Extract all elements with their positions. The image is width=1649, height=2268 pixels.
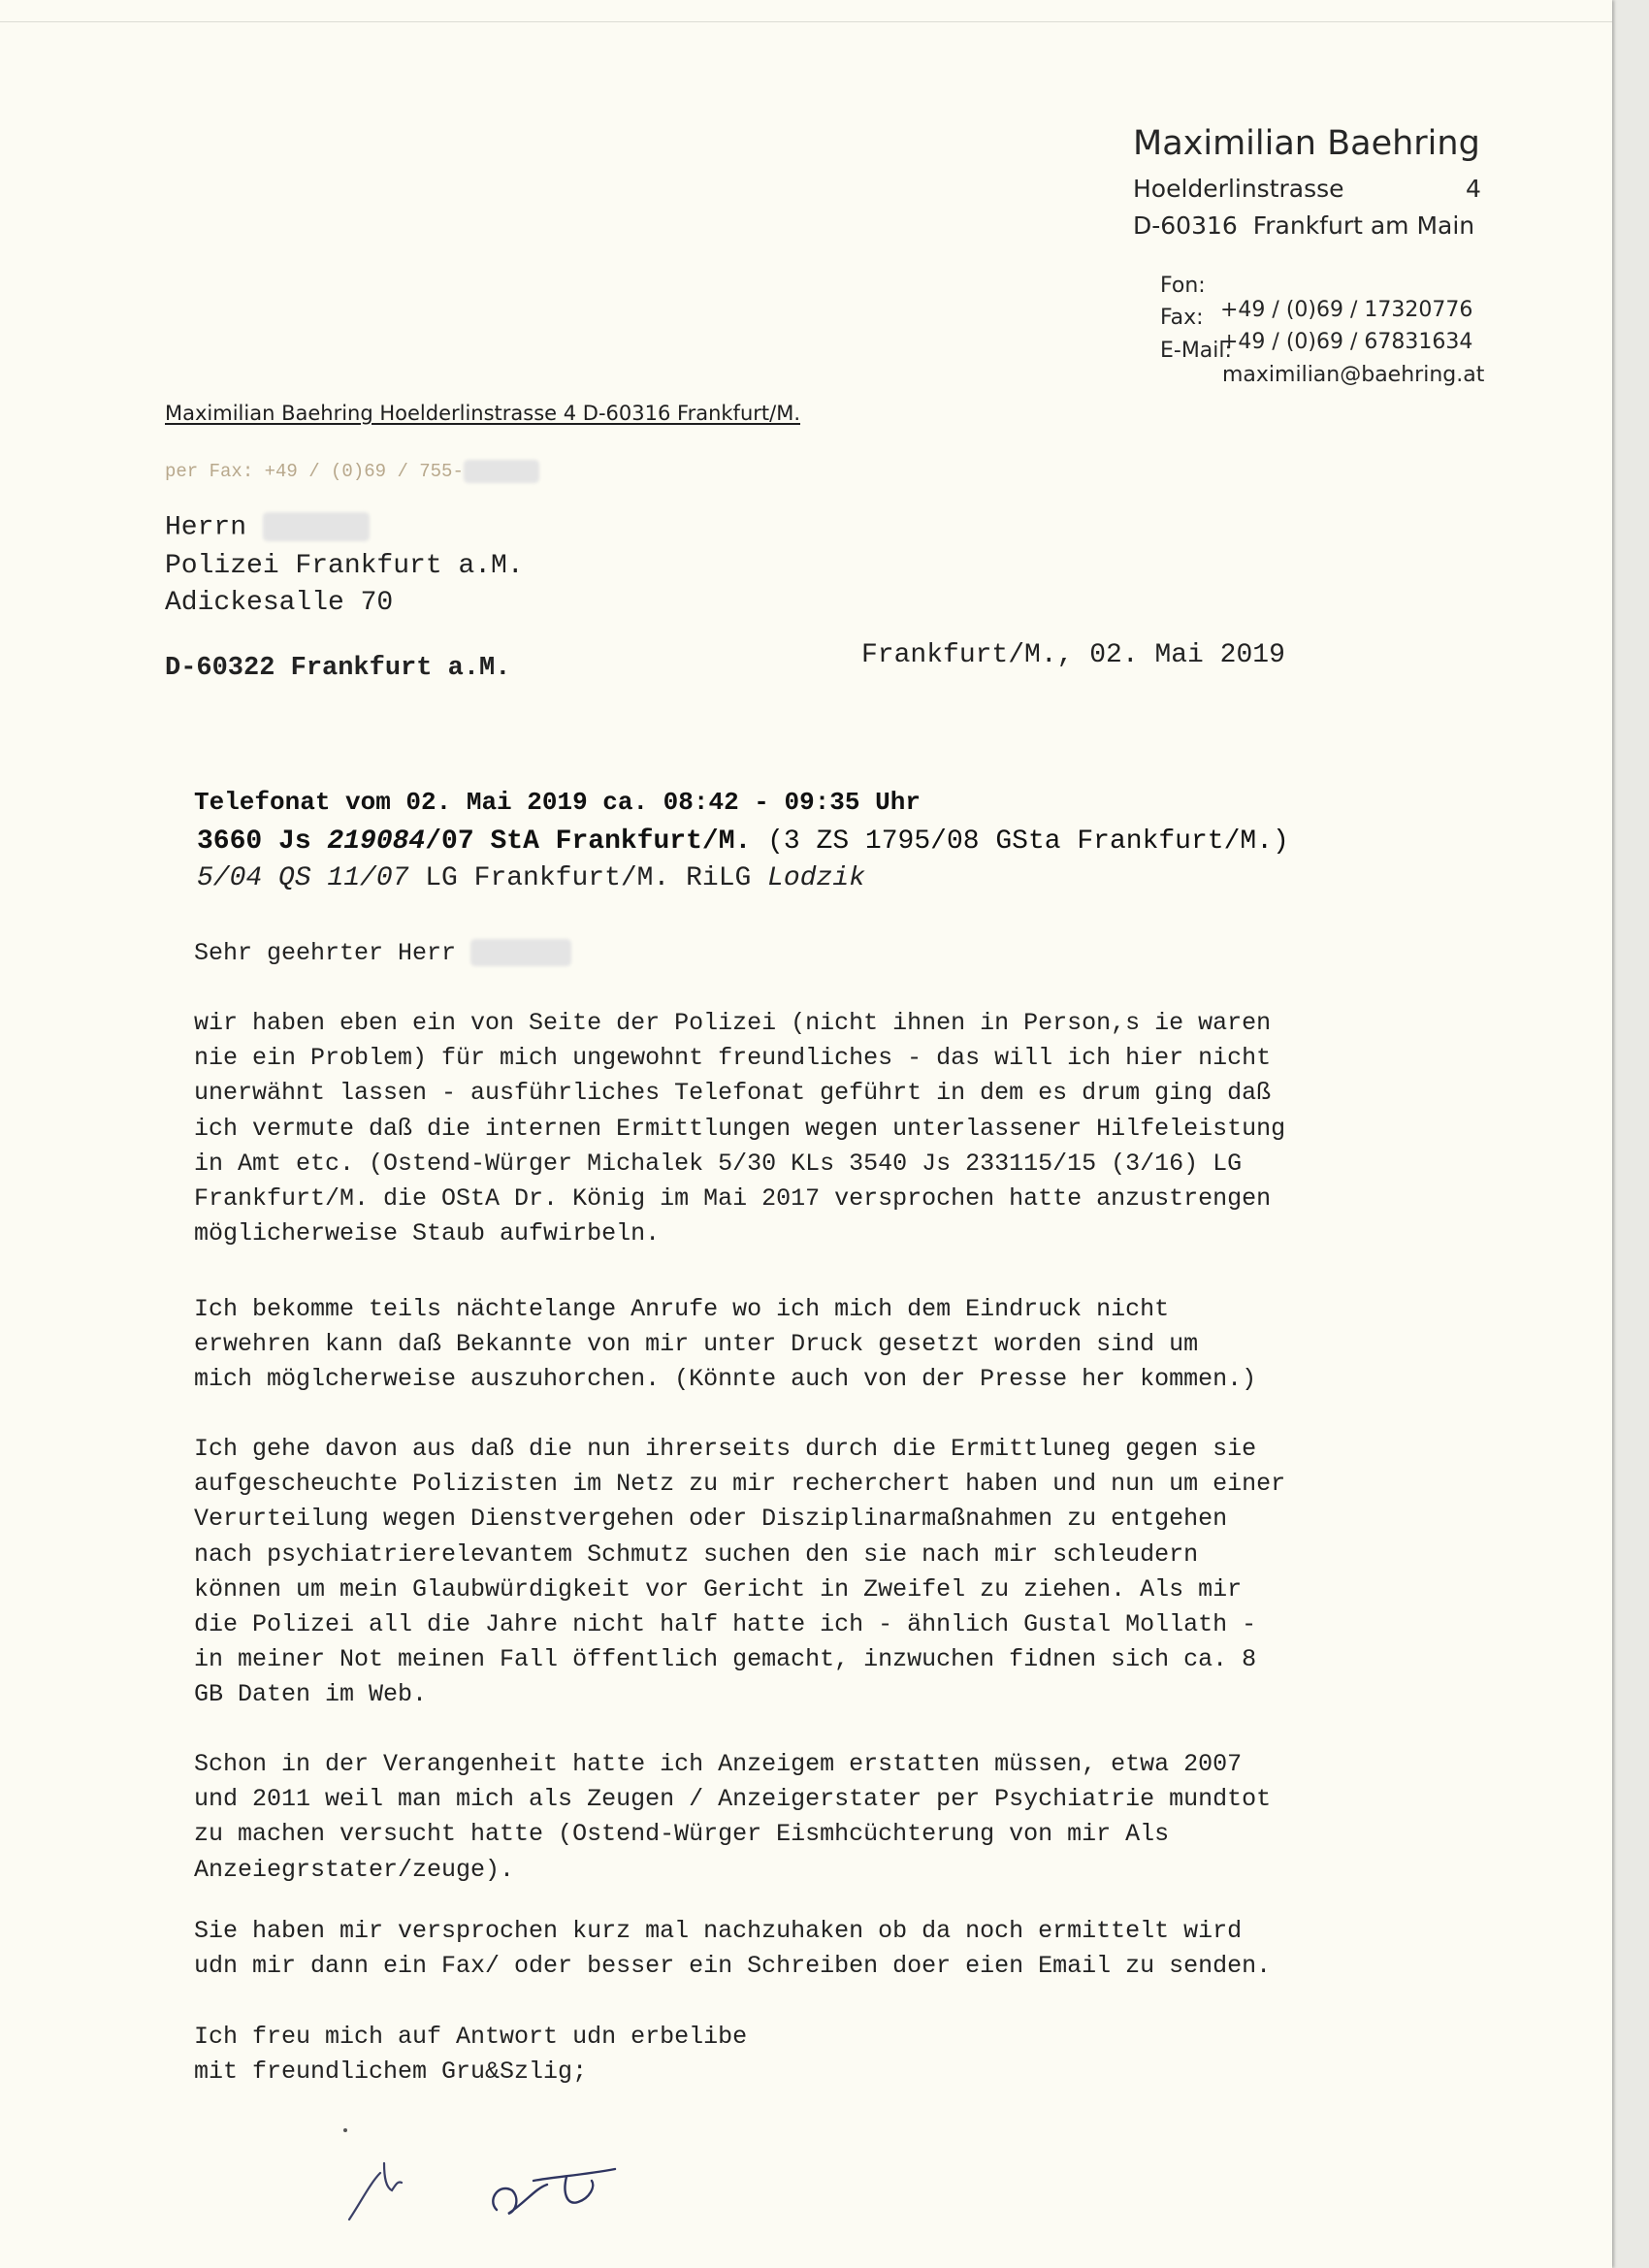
paragraph-line: Frankfurt/M. die OStA Dr. König im Mai 2017 versprochen hatte anzustrengen xyxy=(194,1184,1272,1214)
paragraph-line: Sie haben mir versprochen kurz mal nachzuhaken ob da noch ermittelt wird xyxy=(194,1917,1243,1945)
paragraph-line: und 2011 weil man mich als Zeugen / Anzeigerstater per Psychiatrie mundtot xyxy=(194,1785,1272,1814)
sender-return-address: Maximilian Baehring Hoelderlinstrasse 4 D-60316 Frankfurt/M. xyxy=(165,402,800,425)
phone-label: Fon: xyxy=(1159,274,1206,298)
recipient-city: D-60322 Frankfurt a.M. xyxy=(165,654,511,683)
paragraph-line: aufgescheuchte Polizisten im Netz zu mir recherchert haben und nun um einer xyxy=(194,1470,1286,1499)
paragraph-line: ich vermute daß die internen Ermittlungen wegen unterlassener Hilfeleistung xyxy=(194,1114,1286,1143)
paragraph-line: nach psychiatrierelevantem Schmutz suchen den sie nach mir schleudern xyxy=(194,1539,1199,1569)
paragraph-line: wir haben eben ein von Seite der Polizei (nicht ihnen in Person,s ie waren xyxy=(194,1009,1272,1037)
paragraph-line: Ich gehe davon aus daß die nun ihrerseits durch die Ermittluneg gegen sie xyxy=(194,1435,1257,1463)
paragraph-line: Verurteilung wegen Dienstvergehen oder Disziplinarmaßnahmen zu entgehen xyxy=(194,1505,1228,1534)
closing-paragraph xyxy=(194,2020,1455,2090)
body-paragraph-2 xyxy=(194,1292,1455,1398)
judge-name: Lodzik xyxy=(767,863,865,893)
fax-label: Fax: xyxy=(1159,306,1204,330)
greeting xyxy=(194,939,571,967)
body-paragraph-4 xyxy=(194,1747,1455,1888)
recipient-street: Adickesalle 70 xyxy=(165,588,394,618)
letter-date: Frankfurt/M., 02. Mai 2019 xyxy=(861,640,1285,670)
paragraph-line: erwehren kann daß Bekannte von mir unter Druck gesetzt worden sind um xyxy=(194,1330,1199,1359)
court-name: LG Frankfurt/M. RiLG xyxy=(408,863,768,893)
body-paragraph-3 xyxy=(194,1432,1455,1713)
recipient-salutation xyxy=(165,512,370,542)
court-file-number: 5/04 QS 11/07 xyxy=(197,863,409,893)
redacted-fax-digits xyxy=(464,460,539,483)
paragraph-line: möglicherweise Staub aufwirbeln. xyxy=(194,1219,661,1248)
closing-line: Ich freu mich auf Antwort udn erbelibe xyxy=(194,2023,748,2051)
salutation-text: Herrn xyxy=(165,512,247,543)
reference-court-line xyxy=(197,863,865,893)
redacted-greeting-name xyxy=(470,939,571,966)
recipient-organization: Polizei Frankfurt a.M. xyxy=(165,551,524,581)
case-authority: /07 StA Frankfurt/M. xyxy=(425,826,752,857)
case-prefix: 3660 Js xyxy=(197,826,328,857)
paragraph-line: GB Daten im Web. xyxy=(194,1680,428,1709)
scan-edge-line xyxy=(0,21,1612,22)
paragraph-line: die Polizei all die Jahre nicht half hatte ich - ähnlich Gustal Mollath - xyxy=(194,1610,1257,1639)
paragraph-line: udn mir dann ein Fax/ oder besser ein Schreiben doer eien Email zu senden. xyxy=(194,1952,1272,1981)
paragraph-line: mich möglcherweise auszuhorchen. (Könnte auch von der Presse her kommen.) xyxy=(194,1365,1257,1394)
paragraph-line: zu machen versucht hatte (Ostend-Würger Eismhcüchterung von mir Als xyxy=(194,1820,1170,1849)
paragraph-line: in Amt etc. (Ostend-Würger Michalek 5/30 KLs 3540 Js 233115/15 (3/16) LG xyxy=(194,1149,1243,1178)
greeting-text: Sehr geehrter Herr xyxy=(194,939,457,967)
letterhead-street: Hoelderlinstrasse xyxy=(1133,175,1344,203)
reference-call-line: Telefonat vom 02. Mai 2019 ca. 08:42 - 09:35 Uhr xyxy=(194,788,921,817)
paragraph-line: Ich bekomme teils nächtelange Anrufe wo ich mich dem Eindruck nicht xyxy=(194,1295,1170,1323)
paragraph-line: Schon in der Verangenheit hatte ich Anzeigem erstatten müssen, etwa 2007 xyxy=(194,1750,1243,1778)
closing-line: mit freundlichem Gru&Szlig; xyxy=(194,2057,588,2087)
letterhead-city: D-60316 Frankfurt am Main xyxy=(1133,211,1475,240)
paragraph-line: nie ein Problem) für mich ungewohnt freundliches - das will ich hier nicht xyxy=(194,1044,1272,1073)
reference-case-number xyxy=(197,826,1289,857)
body-paragraph-1 xyxy=(194,1006,1455,1251)
redacted-recipient-name xyxy=(263,512,370,541)
paragraph-line: Anzeiegrstater/zeuge). xyxy=(194,1855,515,1884)
paragraph-line: in meiner Not meinen Fall öffentlich gemacht, inzwuchen fidnen sich ca. 8 xyxy=(194,1645,1257,1674)
case-appeal: (3 ZS 1795/08 GSta Frankfurt/M.) xyxy=(751,826,1289,857)
handwritten-signature xyxy=(341,2105,691,2241)
paragraph-line: unerwähnt lassen - ausführliches Telefonat geführt in dem es drum ging daß xyxy=(194,1079,1272,1108)
recipient-fax-line xyxy=(165,460,539,483)
fax-number: +49 / (0)69 / 67831634 xyxy=(1220,330,1473,354)
fax-line-text: per Fax: +49 / (0)69 / 755- xyxy=(165,461,464,483)
paragraph-line: können um mein Glaubwürdigkeit vor Gericht in Zweifel zu ziehen. Als mir xyxy=(194,1574,1243,1604)
body-paragraph-5 xyxy=(194,1914,1455,1984)
letterhead-house-number: 4 xyxy=(1466,175,1481,203)
letterhead-name: Maximilian Baehring xyxy=(1133,124,1480,163)
email-label: E-Mail: xyxy=(1159,339,1232,363)
email-address: maximilian@baehring.at xyxy=(1222,363,1485,387)
case-number: 219084 xyxy=(327,826,426,857)
phone-number: +49 / (0)69 / 17320776 xyxy=(1220,298,1473,322)
